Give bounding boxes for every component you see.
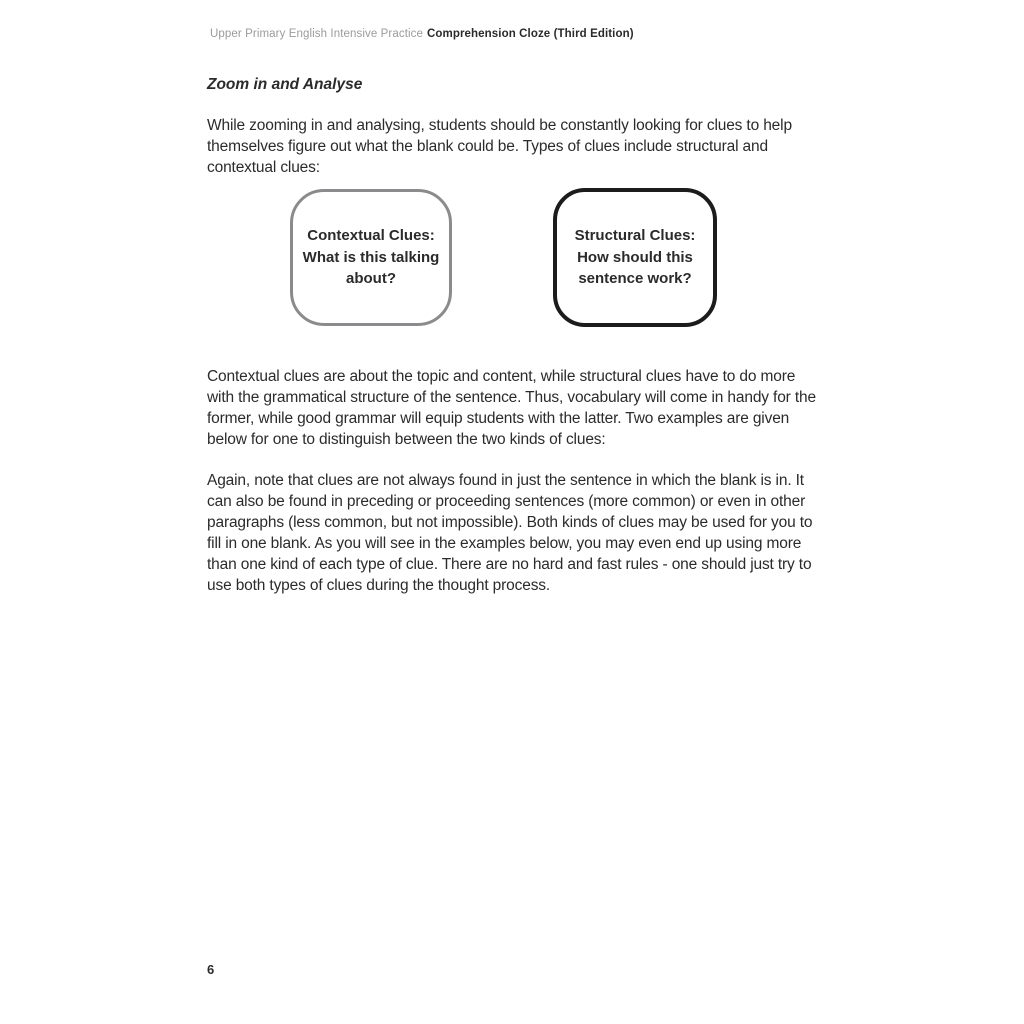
structural-clues-box-line: sentence work? (578, 270, 692, 288)
contextual-clues-box-line: about? (346, 270, 396, 288)
clue-boxes-row (207, 189, 823, 329)
paragraph-intro-clues: While zooming in and analysing, students should be constantly looking for clues to help themselves figure out what the blank could be. Types of clues include structural and contextual clues: (207, 117, 792, 176)
contextual-clues-box-line: Contextual Clues: (307, 227, 435, 245)
contextual-clues-box (290, 189, 452, 326)
paragraph-clue-locations: Again, note that clues are not always found in just the sentence in which the blank is in. It can also be found in preceding or proceeding sentences (more common) or even in other paragraphs (less common, but not impossible). Both kinds of clues may be used for you to fill in one blank. As you will see in the examples below, you may even end up using more than one kind of each type of clue. There are no hard and fast rules - one should just try to use both types of clues during the thought process. (207, 472, 813, 594)
contextual-clues-box-line: What is this talking (302, 248, 440, 266)
running-header (210, 28, 634, 40)
section-title: Zoom in and Analyse (207, 76, 363, 93)
paragraph-clue-types-explained: Contextual clues are about the topic and content, while structural clues have to do more with the grammatical structure of the sentence. Thus, vocabulary will come in handy for the former, while good grammar will equip students with the latter. Two examples are given below for one to distinguish between the two kinds of clues: (207, 368, 816, 448)
structural-clues-box (553, 188, 717, 327)
structural-clues-box-line: How should this (577, 248, 693, 266)
page-number: 6 (207, 962, 215, 977)
structural-clues-box-line: Structural Clues: (574, 227, 696, 245)
series-title: Upper Primary English Intensive Practice (210, 28, 423, 40)
book-title: Comprehension Cloze (Third Edition) (427, 28, 634, 40)
